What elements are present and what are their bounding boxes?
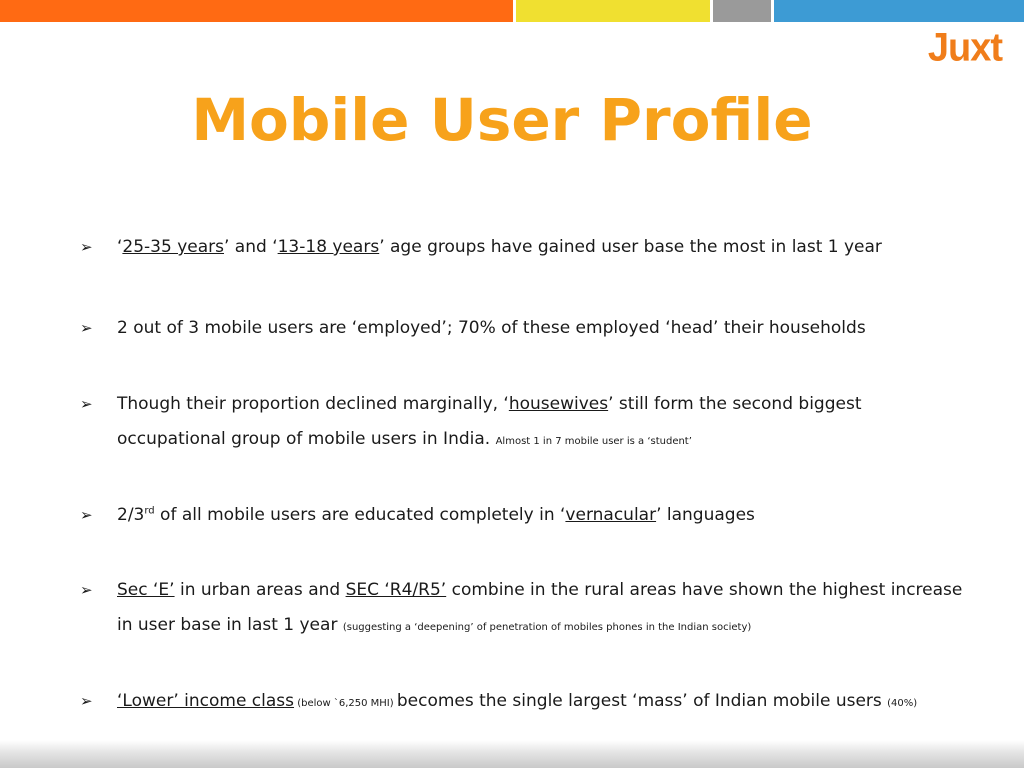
bullet-text-segment: Though their proportion declined marginally, ‘ [117,394,509,414]
bullet-underlined-term: 25-35 years [122,237,224,257]
bullet-text-segment: ’ and ‘ [224,237,278,257]
bullet-text-segment: ‘ [117,237,123,257]
bottom-gradient-band [0,740,1024,768]
bullet-text [117,387,970,459]
top-bar-orange-segment [0,0,513,22]
bullet-item [80,498,970,533]
bullet-text-segment: ’ age groups have gained user base the most in last 1 year [379,237,882,257]
bullet-item [80,573,970,645]
top-bar-blue-segment [774,0,1024,22]
bullet-text-segment: 2 out of 3 mobile users are ‘employed’; 70% of these employed ‘head’ their households [117,318,866,338]
bullet-text-segment: combine in the rural areas have shown the highest increase in user base in last 1 year [117,580,963,635]
bullet-underlined-term: 13-18 years [277,237,380,257]
bullet-item [80,311,970,346]
bullet-text [117,498,970,533]
bullet-text-segment: of all mobile users are educated completely in ‘ [154,505,566,525]
bullet-text [117,573,970,645]
bullet-footnote: (40%) [887,698,918,709]
bullet-item [80,684,970,721]
top-bar-yellow-segment [516,0,710,22]
bullet-text [117,311,970,346]
juxt-logo: Juxt [927,25,1002,71]
slide-title: Mobile User Profile [191,86,813,154]
bullet-underlined-term: SEC ‘R4/R5’ [345,580,447,600]
bullet-footnote: (suggesting a ‘deepening’ of penetration of mobiles phones in the Indian society) [342,622,752,633]
bullet-text [117,684,970,721]
bullet-text-segment: ’ still form the second biggest occupational group of mobile users in India. [117,394,862,449]
top-color-bar [0,0,1024,22]
bullet-text [117,230,970,265]
arrow-bullet-icon: ➢ [80,238,93,256]
arrow-bullet-icon: ➢ [80,581,93,599]
bullet-text-segment: 2/3 [117,505,145,525]
top-bar-gray-segment [713,0,771,22]
arrow-bullet-icon: ➢ [80,692,93,710]
bullet-footnote: (below `6,250 MHI) [294,698,397,709]
bullet-item [80,230,970,265]
bullet-underlined-term: housewives [508,394,609,414]
bullet-underlined-term: ‘Lower’ income class [117,691,295,711]
bullet-footnote: Almost 1 in 7 mobile user is a ‘student’ [495,436,692,447]
bullet-text-segment: becomes the single largest ‘mass’ of Indian mobile users [396,691,888,711]
arrow-bullet-icon: ➢ [80,319,93,337]
bullet-underlined-term: Sec ‘E’ [117,580,175,600]
arrow-bullet-icon: ➢ [80,395,93,413]
bullet-text-segment: ’ languages [656,505,755,525]
bullet-item [80,387,970,459]
bullet-text-segment: in urban areas and [174,580,346,600]
arrow-bullet-icon: ➢ [80,506,93,524]
bullet-underlined-term: vernacular [565,505,657,525]
bullet-superscript: rd [144,505,155,517]
